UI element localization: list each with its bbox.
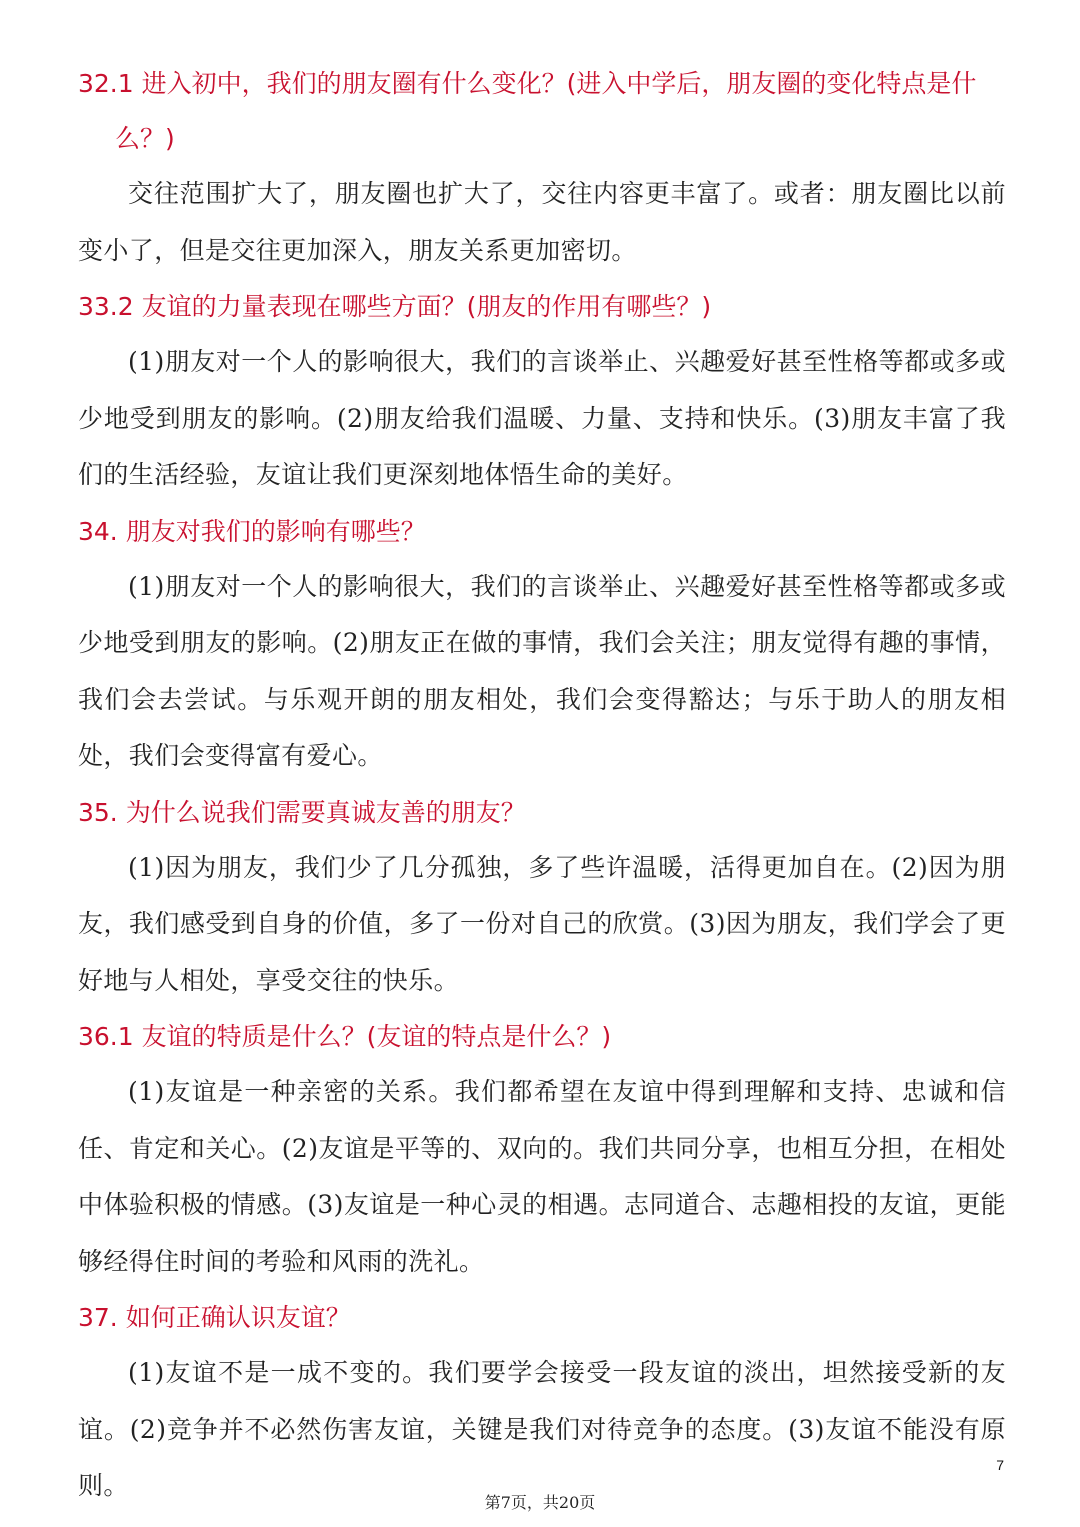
answer-36: (1)友谊是一种亲密的关系。我们都希望在友谊中得到理解和支持、忠诚和信任、肯定和关心。(2)友谊是平等的、双向的。我们共同分享，也相互分担，在相处中体验积极的情感。(3)友谊是一种心灵的相遇。志同道合、志趣相投的友谊，更能够经得住时间的考验和风雨的洗礼。: [78, 1077, 1006, 1276]
answer-32: 交往范围扩大了，朋友圈也扩大了，交往内容更丰富了。或者：朋友圈比以前变小了，但是交往更加深入，朋友关系更加密切。: [78, 179, 1006, 265]
page-number: 7: [996, 1457, 1004, 1473]
question-32: 32.1 进入初中，我们的朋友圈有什么变化？(进入中学后，朋友圈的变化特点是什么？): [78, 69, 977, 153]
question-33: 33.2 友谊的力量表现在哪些方面？(朋友的作用有哪些？): [78, 292, 712, 321]
question-36: 36.1 友谊的特质是什么？(友谊的特点是什么？): [78, 1022, 612, 1051]
qa-list: [78, 56, 1006, 1515]
question-37: 37. 如何正确认识友谊？: [78, 1303, 351, 1332]
answer-37: (1)友谊不是一成不变的。我们要学会接受一段友谊的淡出，坦然接受新的友谊。(2)竞争并不必然伤害友谊，关键是我们对待竞争的态度。(3)友谊不能没有原则。: [78, 1358, 1006, 1500]
question-35: 35. 为什么说我们需要真诚友善的朋友？: [78, 797, 526, 827]
question-34: 34. 朋友对我们的影响有哪些？: [78, 516, 426, 546]
answer-34: (1)朋友对一个人的影响很大，我们的言谈举止、兴趣爱好甚至性格等都或多或少地受到朋友的影响。(2)朋友正在做的事情，我们会关注；朋友觉得有趣的事情，我们会去尝试。与乐观开朗的朋友相处，我们会变得豁达；与乐于助人的朋友相处，我们会变得富有爱心。: [78, 571, 1006, 770]
answer-33: (1)朋友对一个人的影响很大，我们的言谈举止、兴趣爱好甚至性格等都或多或少地受到朋友的影响。(2)朋友给我们温暖、力量、支持和快乐。(3)朋友丰富了我们的生活经验，友谊让我们更深刻地体悟生命的美好。: [78, 347, 1006, 489]
page-footer: 第7页，共20页: [484, 1493, 596, 1512]
answer-35: (1)因为朋友，我们少了几分孤独，多了些许温暖，活得更加自在。(2)因为朋友，我们感受到自身的价值，多了一份对自己的欣赏。(3)因为朋友，我们学会了更好地与人相处，享受交往的快乐。: [78, 852, 1006, 995]
